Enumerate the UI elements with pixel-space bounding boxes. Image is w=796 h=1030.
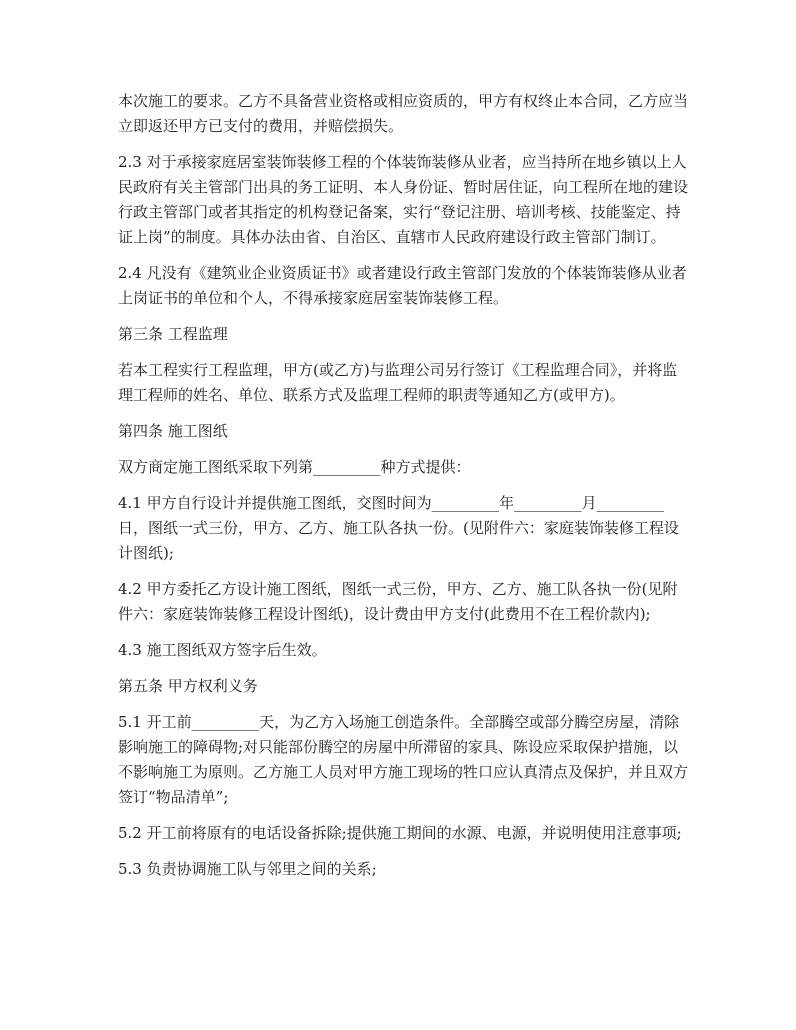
paragraph-clause-5-3: 5.3 负责协调施工队与邻里之间的关系; <box>118 860 377 878</box>
paragraph-drawing-method: 双方商定施工图纸采取下列第_________种方式提供： <box>118 458 471 476</box>
paragraph-clause-4-2: 4.2 甲方委托乙方设计施工图纸，图纸一式三份，甲方、乙方、施工队各执一份(见附件六：家庭装饰装修工程设计图纸)，设计费由甲方支付(此费用不在工程价款内); <box>118 580 678 623</box>
section-heading-article-4: 第四条 施工图纸 <box>118 422 228 440</box>
section-heading-article-5: 第五条 甲方权利义务 <box>118 677 258 695</box>
paragraph-clause-4-1: 4.1 甲方自行设计并提供施工图纸，交图时间为_________年_________月_________日，图纸一式三份，甲方、乙方、施工队各执一份。(见附件六：家庭装饰装修工程设计图纸); <box>118 494 679 562</box>
paragraph-clause-5-2: 5.2 开工前将原有的电话设备拆除;提供施工期间的水源、电源，并说明使用注意事项; <box>118 824 682 842</box>
paragraph-clause-2-4: 2.4 凡没有《建筑业企业资质证书》或者建设行政主管部门发放的个体装饰装修从业者上岗证书的单位和个人，不得承接家庭居室装饰装修工程。 <box>118 264 687 307</box>
paragraph-qualification-requirement: 本次施工的要求。乙方不具备营业资格或相应资质的，甲方有权终止本合同，乙方应当立即返还甲方已支付的费用，并赔偿损失。 <box>118 92 689 135</box>
section-heading-article-3: 第三条 工程监理 <box>118 325 228 343</box>
document-body <box>118 89 688 893</box>
paragraph-clause-4-3: 4.3 施工图纸双方签字后生效。 <box>118 641 327 659</box>
paragraph-clause-2-3: 2.3 对于承接家庭居室装饰装修工程的个体装饰装修从业者，应当持所在地乡镇以上人民政府有关主管部门出具的务工证明、本人身份证、暂时居住证，向工程所在地的建设行政主管部门或者其指定的机构登记备案，实行“登记注册、培训考核、技能鉴定、持证上岗”的制度。具体办法由省、自治区、直辖市人民政府建设行政主管部门制订。 <box>118 153 689 246</box>
paragraph-supervision: 若本工程实行工程监理，甲方(或乙方)与监理公司另行签订《工程监理合同》，并将监理工程师的姓名、单位、联系方式及监理工程师的职责等通知乙方(或甲方)。 <box>118 361 678 404</box>
paragraph-clause-5-1: 5.1 开工前_________天，为乙方入场施工创造条件。全部腾空或部分腾空房屋，清除影响施工的障碍物;对只能部份腾空的房屋中所滞留的家具、陈设应采取保护措施，以不影响施工为原则。乙方施工人员对甲方施工现场的牲口应认真清点及保护，并且双方签订“物品清单”; <box>118 713 689 806</box>
